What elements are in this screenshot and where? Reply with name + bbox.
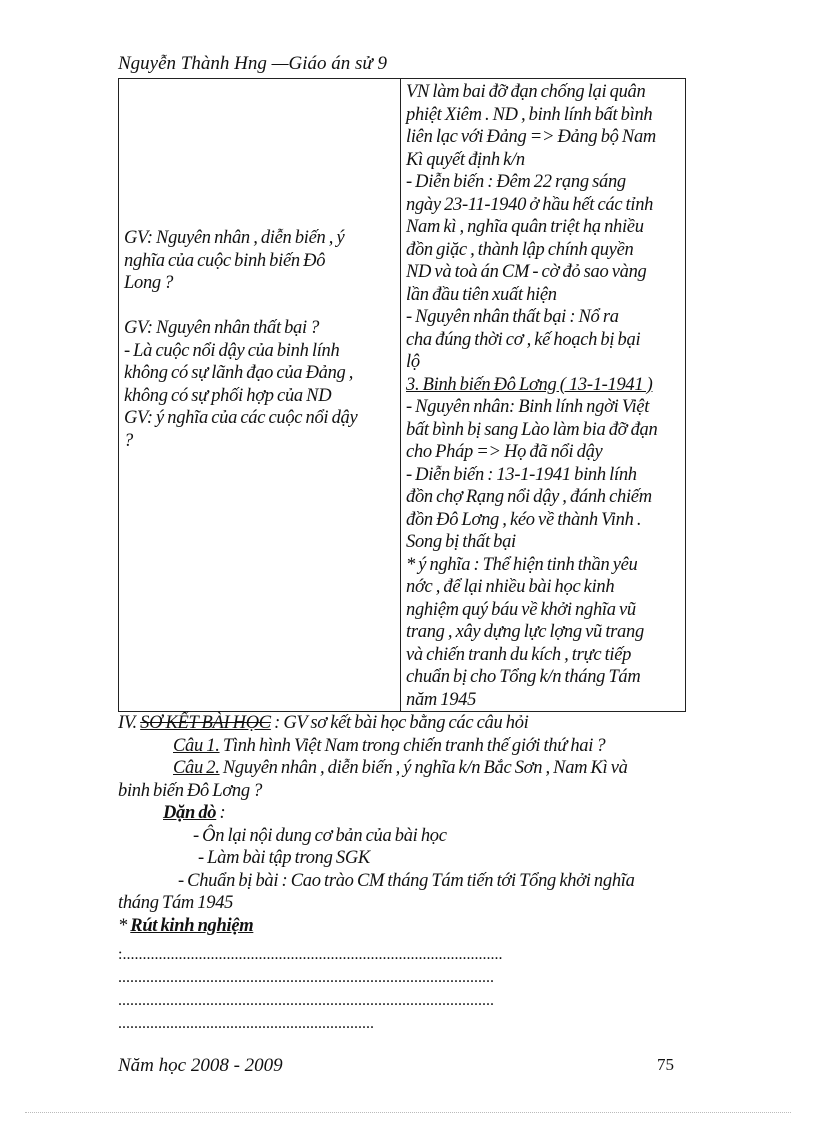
- text-line: Song bị thất bại: [406, 532, 516, 552]
- question-2-text: Nguyên nhân , diễn biến , ý nghĩa k/n Bắc Sơn , Nam Kì và: [219, 758, 628, 778]
- homework-prep-continued: tháng Tám 1945: [118, 893, 234, 913]
- text-line: VN làm bai đỡ đạn chống lại quân: [406, 82, 646, 102]
- summary-heading: SƠ KẾT BÀI HỌC: [140, 713, 271, 733]
- teacher-column: [119, 79, 401, 711]
- text-line: lộ: [406, 352, 420, 372]
- question-1: [118, 735, 688, 758]
- question-1-label: Câu 1.: [173, 735, 220, 756]
- text-line: GV: ý nghĩa của các cuộc nổi dậy: [124, 408, 358, 428]
- page-break-divider: [25, 1112, 791, 1113]
- text-line: - Diễn biến : 13-1-1941 binh lính: [406, 464, 637, 485]
- text-line: cha đúng thời cơ , kế hoạch bị bại: [406, 329, 641, 350]
- text-line: Kì quyết định k/n: [406, 149, 525, 170]
- homework-prep: - Chuẩn bị bài : Cao trào CM tháng Tám tiến tới Tổng khởi nghĩa: [178, 870, 635, 891]
- text-line: phiệt Xiêm . ND , binh lính bất bình: [406, 104, 653, 125]
- question-1-text: Tình hình Việt Nam trong chiến tranh thế giới thứ hai ?: [219, 735, 606, 756]
- text-line: - Là cuộc nổi dậy của binh lính: [124, 340, 340, 361]
- text-line: - Diễn biến : Đêm 22 rạng sáng: [406, 172, 626, 192]
- text-line: Long ?: [124, 273, 174, 293]
- text-line: nghiệm quý báu về khởi nghĩa vũ: [406, 599, 636, 620]
- text-line: liên lạc với Đảng => Đảng bộ Nam: [406, 127, 656, 147]
- text-line: không có sự lãnh đạo của Đảng ,: [124, 363, 354, 383]
- content-column: [401, 79, 685, 711]
- text-line: cho Pháp => Họ đã nổi dậy: [406, 442, 603, 462]
- experience-line[interactable]: ................................................................: [118, 1015, 374, 1032]
- experience-line[interactable]: ..............................................................................................: [118, 969, 494, 986]
- star-bullet: *: [118, 915, 131, 936]
- homework-item: - Ôn lại nội dung cơ bản của bài học: [193, 825, 447, 846]
- text-line: đồn Đô Lơng , kéo về thành Vinh .: [406, 509, 642, 530]
- text-line: lần đầu tiên xuất hiện: [406, 284, 557, 305]
- teacher-questions: [119, 79, 400, 452]
- text-line: bất bình bị sang Lào làm bia đỡ đạn: [406, 419, 658, 440]
- lesson-table: [118, 78, 686, 712]
- text-line: [124, 295, 396, 318]
- text-line: GV: Nguyên nhân , diễn biến , ý: [124, 228, 345, 248]
- homework-colon: :: [216, 803, 226, 823]
- text-line: không có sự phối hợp của ND: [124, 385, 332, 406]
- text-line: năm 1945: [406, 689, 477, 710]
- lesson-summary: [118, 712, 688, 937]
- text-line: chuẩn bị cho Tổng k/n tháng Tám: [406, 667, 641, 687]
- homework-heading-line: [118, 802, 688, 825]
- lesson-content: [401, 79, 685, 711]
- text-line: đồn chợ Rạng nổi dậy , đánh chiếm: [406, 487, 652, 507]
- experience-line[interactable]: :...............................................................................................: [118, 946, 503, 963]
- experience-lines: [118, 943, 816, 1035]
- page-header: Nguyễn Thành Hng —Giáo án sử 9: [118, 53, 387, 74]
- text-line: trang , xây dựng lực lợng vũ trang: [406, 622, 644, 642]
- experience-heading: Rút kinh nghiệm: [130, 915, 254, 936]
- experience-heading-line: [118, 915, 688, 938]
- text-line: và chiến tranh du kích , trực tiếp: [406, 644, 632, 665]
- text-line: * ý nghĩa : Thể hiện tinh thần yêu: [406, 554, 638, 575]
- text-line: ND và toà án CM - cờ đỏ sao vàng: [406, 262, 647, 282]
- question-2: [118, 757, 688, 780]
- text-line: nớc , để lại nhiều bài học kinh: [406, 577, 615, 597]
- section-number: IV.: [118, 713, 141, 733]
- text-line: - Nguyên nhân: Binh lính ngời Việt: [406, 397, 650, 417]
- text-line: Nam kì , nghĩa quân triệt hạ nhiều: [406, 217, 644, 237]
- text-line: - Nguyên nhân thất bại : Nổ ra: [406, 307, 619, 327]
- question-2-label: Câu 2.: [173, 758, 220, 778]
- summary-text: : GV sơ kết bài học bằng các câu hỏi: [270, 713, 529, 733]
- question-2-continued: binh biến Đô Lơng ?: [118, 780, 263, 801]
- text-line: 3. Binh biến Đô Lơng ( 13-1-1941 ): [406, 374, 653, 395]
- text-line: ngày 23-11-1940 ở hầu hết các tỉnh: [406, 194, 654, 215]
- homework-heading: Dặn dò: [163, 803, 217, 823]
- text-line: ?: [124, 430, 133, 451]
- school-year: Năm học 2008 - 2009: [118, 1055, 283, 1076]
- homework-item: - Làm bài tập trong SGK: [198, 848, 370, 868]
- experience-line[interactable]: ..............................................................................................: [118, 992, 494, 1009]
- text-line: đồn giặc , thành lập chính quyền: [406, 239, 634, 260]
- summary-line: [118, 712, 688, 735]
- page-number: 75: [657, 1055, 674, 1074]
- text-line: nghĩa của cuộc binh biến Đô: [124, 250, 326, 271]
- text-line: GV: Nguyên nhân thất bại ?: [124, 318, 320, 338]
